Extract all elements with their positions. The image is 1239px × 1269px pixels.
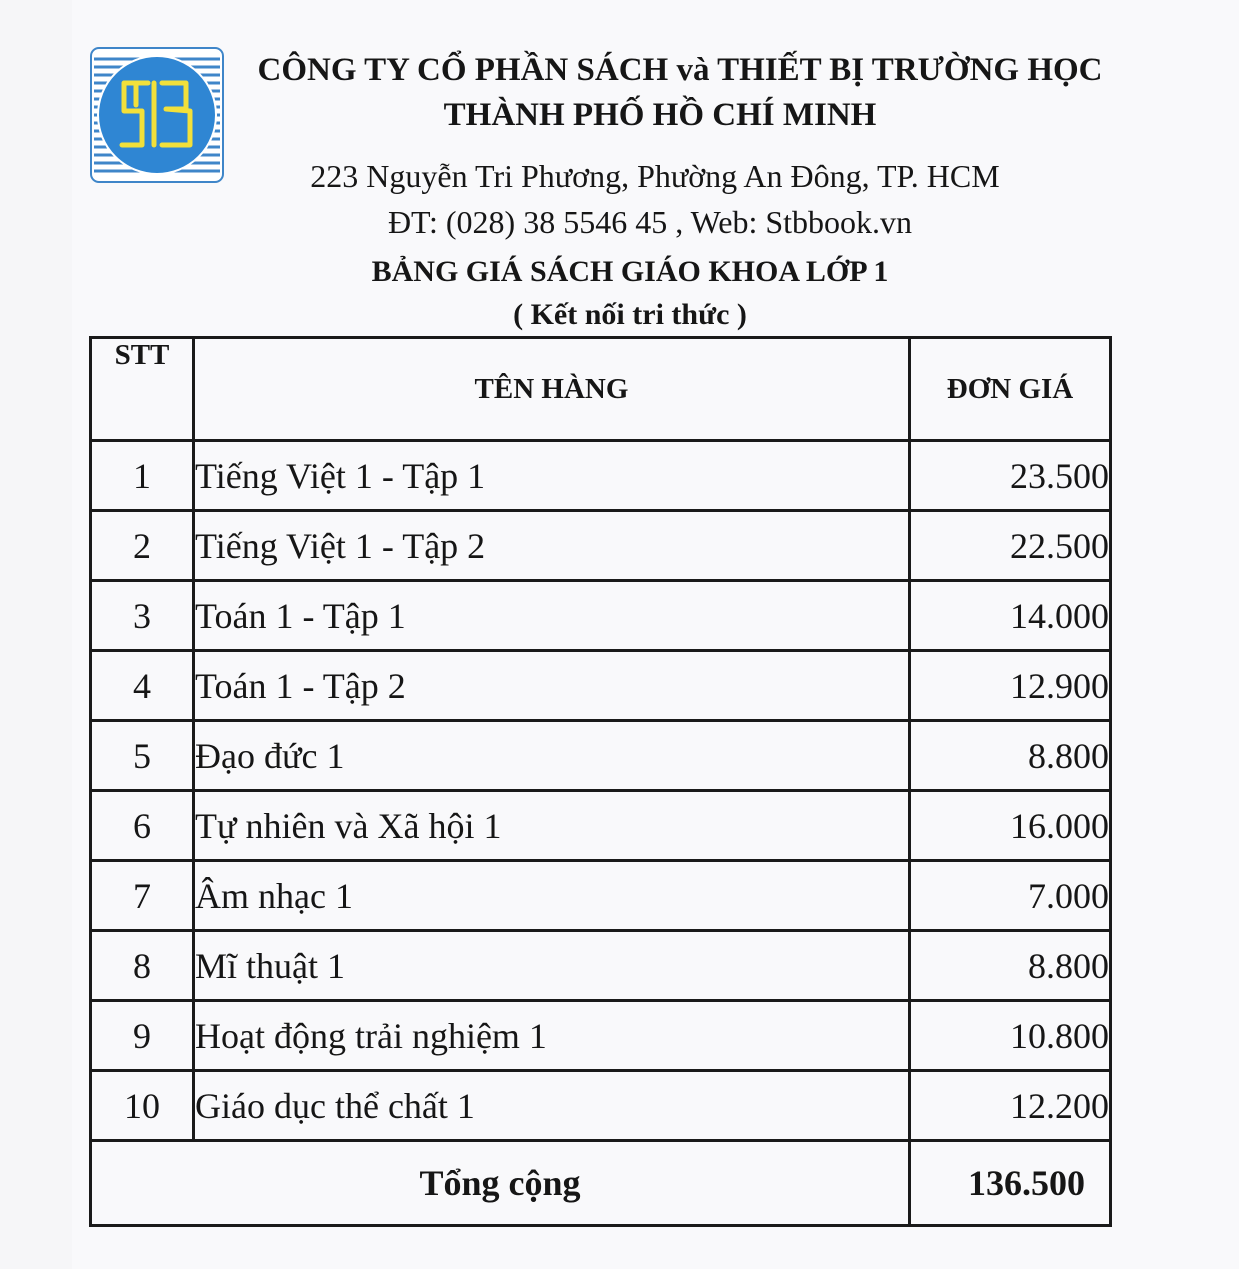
cell-stt: 9	[91, 1001, 194, 1071]
cell-stt: 2	[91, 511, 194, 581]
cell-name: Hoạt động trải nghiệm 1	[194, 1001, 910, 1071]
cell-price: 22.500	[910, 511, 1111, 581]
cell-price: 12.200	[910, 1071, 1111, 1141]
cell-name: Toán 1 - Tập 1	[194, 581, 910, 651]
header-price: ĐƠN GIÁ	[910, 338, 1111, 441]
cell-name: Toán 1 - Tập 2	[194, 651, 910, 721]
price-table	[89, 336, 1112, 1227]
company-contact: ĐT: (028) 38 5546 45 , Web: Stbbook.vn	[387, 204, 913, 240]
cell-price: 14.000	[910, 581, 1111, 651]
cell-stt: 8	[91, 931, 194, 1001]
table-row	[91, 441, 1111, 511]
cell-name: Đạo đức 1	[194, 721, 910, 791]
company-name-line2: THÀNH PHỐ HỒ CHÍ MINH	[443, 97, 877, 133]
cell-stt: 10	[91, 1071, 194, 1141]
table-row	[91, 721, 1111, 791]
cell-name: Tiếng Việt 1 - Tập 2	[194, 511, 910, 581]
total-row	[91, 1141, 1111, 1226]
table-row	[91, 931, 1111, 1001]
cell-price: 8.800	[910, 721, 1111, 791]
cell-stt: 3	[91, 581, 194, 651]
cell-name: Mĩ thuật 1	[194, 931, 910, 1001]
table-row	[91, 1071, 1111, 1141]
table-row	[91, 861, 1111, 931]
cell-stt: 1	[91, 441, 194, 511]
cell-name: Âm nhạc 1	[194, 861, 910, 931]
cell-name: Tự nhiên và Xã hội 1	[194, 791, 910, 861]
header-stt: STT	[91, 338, 194, 441]
company-address: 223 Nguyễn Tri Phương, Phường An Đông, TP. HCM	[310, 158, 1000, 194]
table-row	[91, 791, 1111, 861]
table-row	[91, 1001, 1111, 1071]
cell-name: Giáo dục thể chất 1	[194, 1071, 910, 1141]
table-row	[91, 581, 1111, 651]
cell-price: 12.900	[910, 651, 1111, 721]
cell-price: 16.000	[910, 791, 1111, 861]
total-value: 136.500	[910, 1141, 1111, 1226]
cell-stt: 6	[91, 791, 194, 861]
table-row	[91, 511, 1111, 581]
table-row	[91, 651, 1111, 721]
total-label: Tổng cộng	[91, 1141, 910, 1226]
cell-price: 10.800	[910, 1001, 1111, 1071]
header-name: TÊN HÀNG	[194, 338, 910, 441]
cell-stt: 4	[91, 651, 194, 721]
cell-name: Tiếng Việt 1 - Tập 1	[194, 441, 910, 511]
cell-price: 8.800	[910, 931, 1111, 1001]
document-subtitle: ( Kết nối tri thức )	[513, 298, 747, 331]
document-title: BẢNG GIÁ SÁCH GIÁO KHOA LỚP 1	[371, 255, 889, 288]
cell-stt: 5	[91, 721, 194, 791]
table-header-row	[91, 338, 1111, 441]
company-name-line1: CÔNG TY CỔ PHẦN SÁCH và THIẾT BỊ TRƯỜNG HỌC	[257, 52, 1103, 88]
cell-stt: 7	[91, 861, 194, 931]
cell-price: 23.500	[910, 441, 1111, 511]
cell-price: 7.000	[910, 861, 1111, 931]
